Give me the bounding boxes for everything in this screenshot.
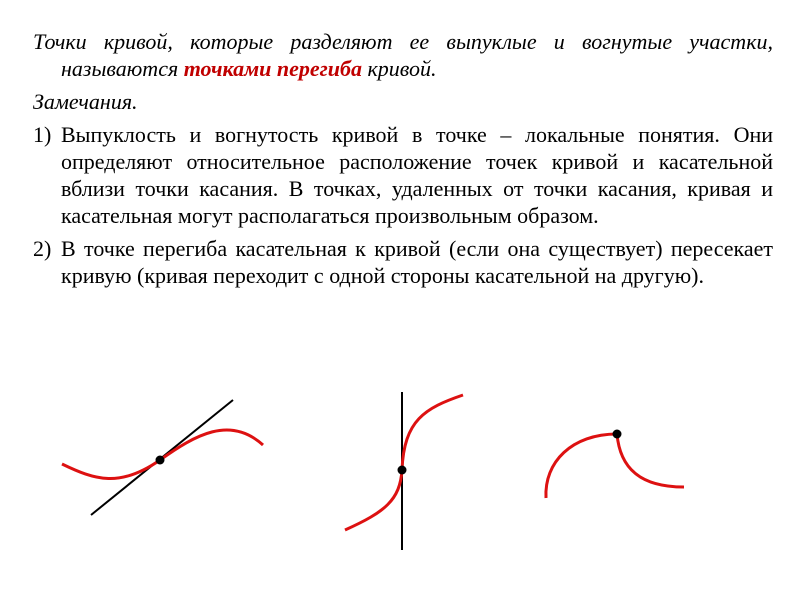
remarks-title-punct: . — [132, 89, 138, 114]
figure-no-tangent — [546, 430, 684, 499]
definition-text-before: Точки кривой, которые разделяют ее выпуклые и вогнутые участки, называются — [33, 29, 773, 81]
inflection-point — [613, 430, 622, 439]
definition-text-after: кривой. — [362, 56, 437, 81]
inflection-point — [398, 466, 407, 475]
curve-left-branch — [546, 434, 617, 498]
curve — [345, 395, 463, 530]
remarks-title: Замечания — [33, 89, 133, 114]
remark-number: 2) — [33, 236, 52, 261]
inflection-point — [156, 456, 165, 465]
curve — [62, 430, 263, 479]
remark-number: 1) — [33, 122, 52, 147]
figure-slanted-tangent — [62, 400, 263, 515]
remark-text: Выпуклость и вогнутость кривой в точке – локальные понятия. Они определяют относительное расположение точек кривой и касательной вблизи точки касания. В точках, удаленных от точки касания, кривая и касательная могут располагаться произвольным образом. — [61, 122, 773, 228]
curve-right-branch — [617, 434, 684, 487]
remark-text: В точке перегиба касательная к кривой (если она существует) пересекает кривую (кривая переходит с одной стороны касательной на другую). — [61, 236, 773, 288]
figure-vertical-tangent — [345, 392, 463, 550]
definition-term: точками перегиба — [183, 56, 362, 81]
